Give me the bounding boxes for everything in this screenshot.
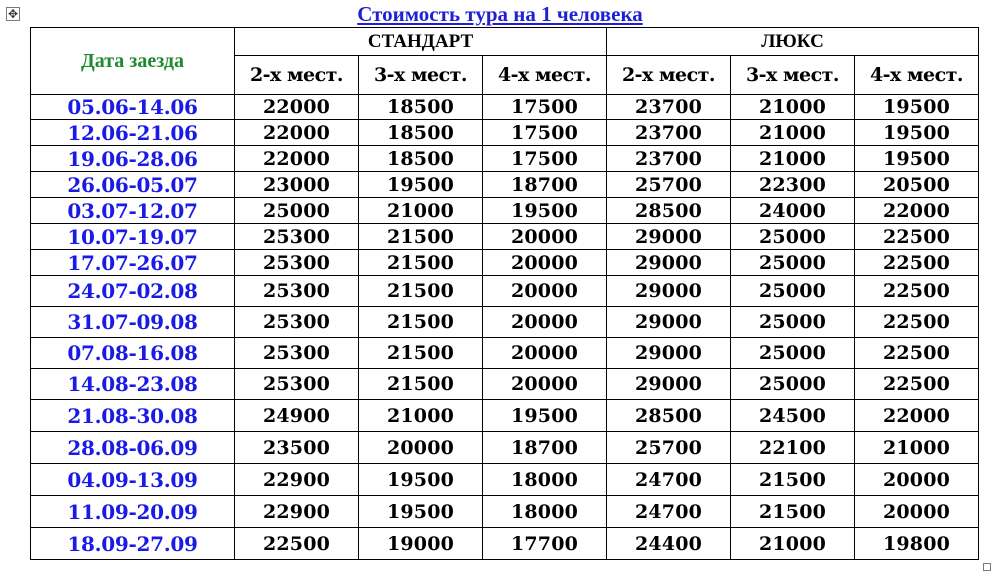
price-cell: 18700 [483, 432, 607, 464]
price-cell: 23500 [235, 432, 359, 464]
price-cell: 19500 [359, 496, 483, 528]
price-cell: 21000 [731, 95, 855, 120]
price-cell: 19500 [483, 400, 607, 432]
price-cell: 18500 [359, 120, 483, 146]
table-row [31, 120, 979, 146]
price-cell: 22000 [235, 120, 359, 146]
price-cell: 25300 [235, 276, 359, 307]
price-cell: 29000 [607, 250, 731, 276]
row-date: 11.09-20.09 [31, 496, 235, 528]
row-date: 26.06-05.07 [31, 172, 235, 198]
header-group-lux: ЛЮКС [607, 28, 979, 56]
price-cell: 18000 [483, 464, 607, 496]
table-row [31, 496, 979, 528]
price-cell: 24000 [731, 198, 855, 224]
table-row [31, 198, 979, 224]
table-row [31, 276, 979, 307]
price-cell: 22300 [731, 172, 855, 198]
price-cell: 20000 [855, 496, 979, 528]
price-cell: 20000 [483, 369, 607, 400]
price-cell: 17700 [483, 528, 607, 560]
table-row [31, 432, 979, 464]
header-sub-lux-3: 3-х мест. [731, 56, 855, 95]
row-date: 21.08-30.08 [31, 400, 235, 432]
price-cell: 20000 [483, 224, 607, 250]
price-cell: 21000 [855, 432, 979, 464]
price-cell: 21500 [359, 250, 483, 276]
price-cell: 22500 [855, 250, 979, 276]
price-cell: 22500 [855, 307, 979, 338]
price-cell: 29000 [607, 369, 731, 400]
price-cell: 18500 [359, 146, 483, 172]
price-cell: 19500 [855, 146, 979, 172]
header-group-standard: СТАНДАРТ [235, 28, 607, 56]
price-cell: 24500 [731, 400, 855, 432]
header-sub-lux-2: 2-х мест. [607, 56, 731, 95]
price-cell: 25000 [731, 369, 855, 400]
table-row [31, 224, 979, 250]
price-cell: 22500 [855, 276, 979, 307]
row-date: 18.09-27.09 [31, 528, 235, 560]
price-cell: 19500 [855, 95, 979, 120]
price-cell: 21000 [359, 400, 483, 432]
table-move-handle-icon[interactable]: ✥ [7, 7, 19, 21]
header-sub-standard-4: 4-х мест. [483, 56, 607, 95]
price-cell: 23700 [607, 146, 731, 172]
price-cell: 25000 [235, 198, 359, 224]
price-cell: 18500 [359, 95, 483, 120]
price-cell: 20000 [359, 432, 483, 464]
table-row [31, 146, 979, 172]
price-cell: 25300 [235, 250, 359, 276]
price-cell: 21500 [359, 307, 483, 338]
price-cell: 29000 [607, 338, 731, 369]
price-cell: 20500 [855, 172, 979, 198]
price-cell: 21000 [731, 528, 855, 560]
price-cell: 22900 [235, 496, 359, 528]
price-cell: 24400 [607, 528, 731, 560]
price-cell: 25000 [731, 224, 855, 250]
price-cell: 17500 [483, 120, 607, 146]
price-cell: 18000 [483, 496, 607, 528]
table-row [31, 464, 979, 496]
price-cell: 24900 [235, 400, 359, 432]
table-row [31, 307, 979, 338]
price-cell: 25300 [235, 307, 359, 338]
price-cell: 20000 [483, 250, 607, 276]
row-date: 03.07-12.07 [31, 198, 235, 224]
header-sub-standard-3: 3-х мест. [359, 56, 483, 95]
table-row [31, 338, 979, 369]
price-cell: 21000 [731, 146, 855, 172]
price-cell: 25000 [731, 338, 855, 369]
page-title[interactable]: Стоимость тура на 1 человека [357, 2, 643, 26]
price-cell: 22500 [855, 224, 979, 250]
row-date: 12.06-21.06 [31, 120, 235, 146]
price-cell: 22500 [855, 338, 979, 369]
row-date: 14.08-23.08 [31, 369, 235, 400]
price-cell: 23000 [235, 172, 359, 198]
table-row [31, 400, 979, 432]
price-cell: 19500 [483, 198, 607, 224]
price-cell: 19800 [855, 528, 979, 560]
price-cell: 20000 [483, 307, 607, 338]
header-sub-standard-2: 2-х мест. [235, 56, 359, 95]
price-cell: 24700 [607, 464, 731, 496]
price-cell: 18700 [483, 172, 607, 198]
price-cell: 19500 [855, 120, 979, 146]
row-date: 05.06-14.06 [31, 95, 235, 120]
price-cell: 21500 [731, 464, 855, 496]
price-cell: 19500 [359, 464, 483, 496]
price-cell: 23700 [607, 95, 731, 120]
price-cell: 25700 [607, 432, 731, 464]
header-date: Дата заезда [31, 28, 235, 95]
price-cell: 17500 [483, 95, 607, 120]
price-cell: 20000 [483, 276, 607, 307]
price-cell: 25700 [607, 172, 731, 198]
price-cell: 22000 [235, 95, 359, 120]
price-cell: 21000 [731, 120, 855, 146]
price-cell: 22500 [855, 369, 979, 400]
row-date: 28.08-06.09 [31, 432, 235, 464]
price-cell: 20000 [483, 338, 607, 369]
price-cell: 19000 [359, 528, 483, 560]
price-cell: 17500 [483, 146, 607, 172]
price-cell: 25300 [235, 338, 359, 369]
row-date: 04.09-13.09 [31, 464, 235, 496]
row-date: 07.08-16.08 [31, 338, 235, 369]
price-cell: 22000 [235, 146, 359, 172]
price-cell: 21000 [359, 198, 483, 224]
table-row [31, 528, 979, 560]
table-body [31, 95, 979, 560]
price-cell: 21500 [359, 276, 483, 307]
price-cell: 25300 [235, 369, 359, 400]
price-cell: 21500 [359, 224, 483, 250]
price-cell: 22500 [235, 528, 359, 560]
table-row [31, 95, 979, 120]
row-date: 17.07-26.07 [31, 250, 235, 276]
price-cell: 22900 [235, 464, 359, 496]
row-date: 10.07-19.07 [31, 224, 235, 250]
price-cell: 28500 [607, 198, 731, 224]
price-cell: 25300 [235, 224, 359, 250]
price-cell: 20000 [855, 464, 979, 496]
price-cell: 25000 [731, 276, 855, 307]
price-cell: 21500 [359, 369, 483, 400]
price-cell: 19500 [359, 172, 483, 198]
price-cell: 25000 [731, 307, 855, 338]
price-cell: 24700 [607, 496, 731, 528]
price-cell: 25000 [731, 250, 855, 276]
price-cell: 22000 [855, 198, 979, 224]
price-cell: 29000 [607, 224, 731, 250]
price-cell: 21500 [359, 338, 483, 369]
price-cell: 23700 [607, 120, 731, 146]
table-row [31, 369, 979, 400]
price-cell: 22100 [731, 432, 855, 464]
price-cell: 29000 [607, 276, 731, 307]
table-row [31, 250, 979, 276]
row-date: 19.06-28.06 [31, 146, 235, 172]
table-row [31, 172, 979, 198]
header-sub-lux-4: 4-х мест. [855, 56, 979, 95]
price-cell: 28500 [607, 400, 731, 432]
price-table [30, 27, 979, 560]
row-date: 31.07-09.08 [31, 307, 235, 338]
price-cell: 21500 [731, 496, 855, 528]
price-cell: 22000 [855, 400, 979, 432]
price-cell: 29000 [607, 307, 731, 338]
row-date: 24.07-02.08 [31, 276, 235, 307]
